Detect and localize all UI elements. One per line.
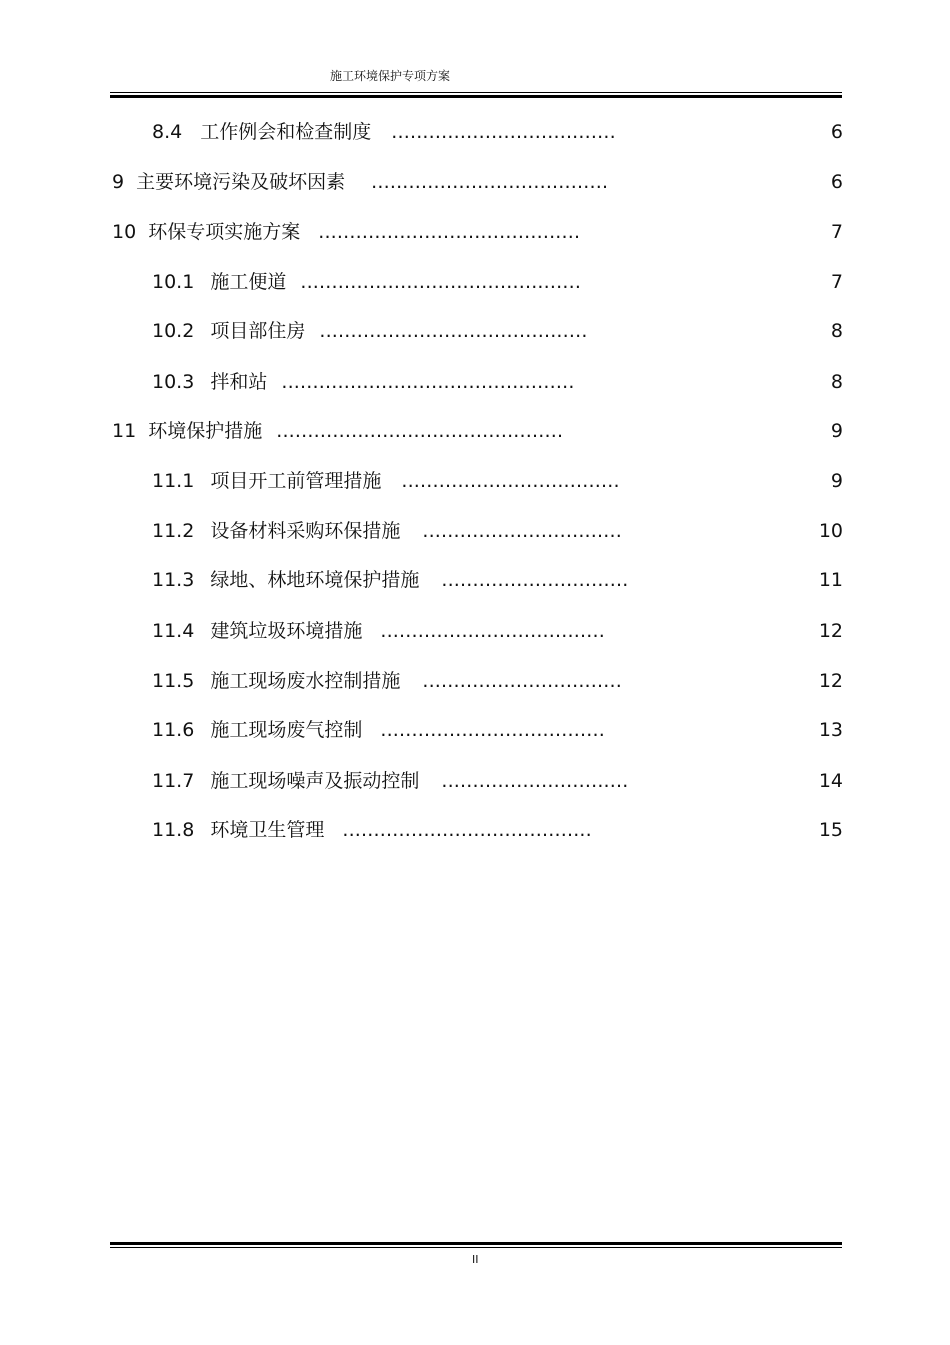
toc-leader-dots: .................................... [380, 620, 605, 642]
toc-entry-number: 9 [112, 171, 125, 193]
toc-entry-page: 8 [830, 320, 843, 342]
toc-leader-dots: ............................................. [300, 271, 582, 293]
toc-entry-10-2[interactable] [0, 318, 950, 344]
toc-entry-page: 6 [830, 171, 843, 193]
toc-entry-label: 施工现场废水控制措施 [210, 670, 401, 692]
toc-entry-page: 11 [818, 569, 843, 591]
toc-entry-11-2[interactable] [0, 518, 950, 544]
toc-leader-dots: .............................................. [276, 420, 564, 442]
toc-entry-page: 12 [818, 620, 843, 642]
toc-entry-9[interactable] [0, 169, 950, 195]
toc-entry-number: 11.3 [152, 569, 195, 591]
toc-entry-number: 10.1 [152, 271, 195, 293]
toc-leader-dots: .............................. [441, 770, 629, 792]
footer-page-number: II [472, 1253, 479, 1266]
toc-entry-number: 10 [112, 221, 137, 243]
toc-leader-dots: ................................ [422, 670, 622, 692]
toc-entry-11-6[interactable] [0, 717, 950, 743]
toc-entry-number: 11.8 [152, 819, 195, 841]
toc-entry-10-1[interactable] [0, 269, 950, 295]
toc-entry-page: 7 [830, 271, 843, 293]
toc-entry-label: 环保专项实施方案 [148, 221, 301, 243]
page-header-title: 施工环境保护专项方案 [330, 69, 451, 83]
toc-entry-label: 项目开工前管理措施 [210, 470, 382, 492]
toc-entry-label: 主要环境污染及破坏因素 [136, 171, 346, 193]
toc-entry-number: 11.2 [152, 520, 195, 542]
toc-entry-number: 11.5 [152, 670, 195, 692]
toc-entry-page: 6 [830, 121, 843, 143]
toc-entry-number: 11.1 [152, 470, 195, 492]
toc-entry-page: 12 [818, 670, 843, 692]
toc-entry-number: 10.3 [152, 371, 195, 393]
toc-entry-page: 15 [818, 819, 843, 841]
toc-entry-11-3[interactable] [0, 567, 950, 593]
toc-entry-8-4[interactable] [0, 119, 950, 145]
toc-entry-10[interactable] [0, 219, 950, 245]
toc-entry-11-4[interactable] [0, 618, 950, 644]
toc-entry-page: 7 [830, 221, 843, 243]
toc-entry-label: 环境保护措施 [148, 420, 263, 442]
toc-leader-dots: .................................... [391, 121, 616, 143]
toc-entry-label: 施工现场废气控制 [210, 719, 363, 741]
toc-entry-number: 11.4 [152, 620, 195, 642]
header-rule-thick [110, 95, 842, 98]
toc-entry-11[interactable] [0, 418, 950, 444]
toc-entry-page: 9 [830, 420, 843, 442]
toc-leader-dots: .................................... [380, 719, 605, 741]
toc-leader-dots: ............................................... [281, 371, 575, 393]
toc-leader-dots: ........................................ [342, 819, 592, 841]
toc-entry-page: 8 [830, 371, 843, 393]
toc-entry-number: 11 [112, 420, 137, 442]
toc-entry-number: 11.7 [152, 770, 195, 792]
toc-entry-page: 10 [818, 520, 843, 542]
footer-rule-thick [110, 1242, 842, 1245]
toc-entry-label: 设备材料采购环保措施 [210, 520, 401, 542]
toc-leader-dots: ...................................... [371, 171, 609, 193]
toc-entry-11-8[interactable] [0, 817, 950, 843]
toc-leader-dots: .............................. [441, 569, 629, 591]
header-rule-thin [110, 92, 842, 93]
toc-entry-label: 施工便道 [210, 271, 287, 293]
toc-entry-11-7[interactable] [0, 768, 950, 794]
toc-entry-label: 项目部住房 [210, 320, 306, 342]
toc-entry-number: 8.4 [152, 121, 183, 143]
toc-entry-11-5[interactable] [0, 668, 950, 694]
toc-entry-page: 14 [818, 770, 843, 792]
toc-entry-10-3[interactable] [0, 369, 950, 395]
toc-leader-dots: .......................................... [318, 221, 581, 243]
toc-entry-number: 10.2 [152, 320, 195, 342]
toc-entry-number: 11.6 [152, 719, 195, 741]
toc-leader-dots: ................................ [422, 520, 622, 542]
footer-rule-thin [110, 1247, 842, 1248]
toc-entry-11-1[interactable] [0, 468, 950, 494]
toc-entry-label: 拌和站 [210, 371, 268, 393]
toc-entry-page: 9 [830, 470, 843, 492]
toc-entry-label: 工作例会和检查制度 [200, 121, 372, 143]
toc-entry-label: 施工现场噪声及振动控制 [210, 770, 420, 792]
toc-entry-label: 环境卫生管理 [210, 819, 325, 841]
toc-entry-page: 13 [818, 719, 843, 741]
toc-leader-dots: ................................... [401, 470, 620, 492]
toc-leader-dots: ........................................... [319, 320, 588, 342]
toc-entry-label: 绿地、林地环境保护措施 [210, 569, 420, 591]
toc-entry-label: 建筑垃圾环境措施 [210, 620, 363, 642]
